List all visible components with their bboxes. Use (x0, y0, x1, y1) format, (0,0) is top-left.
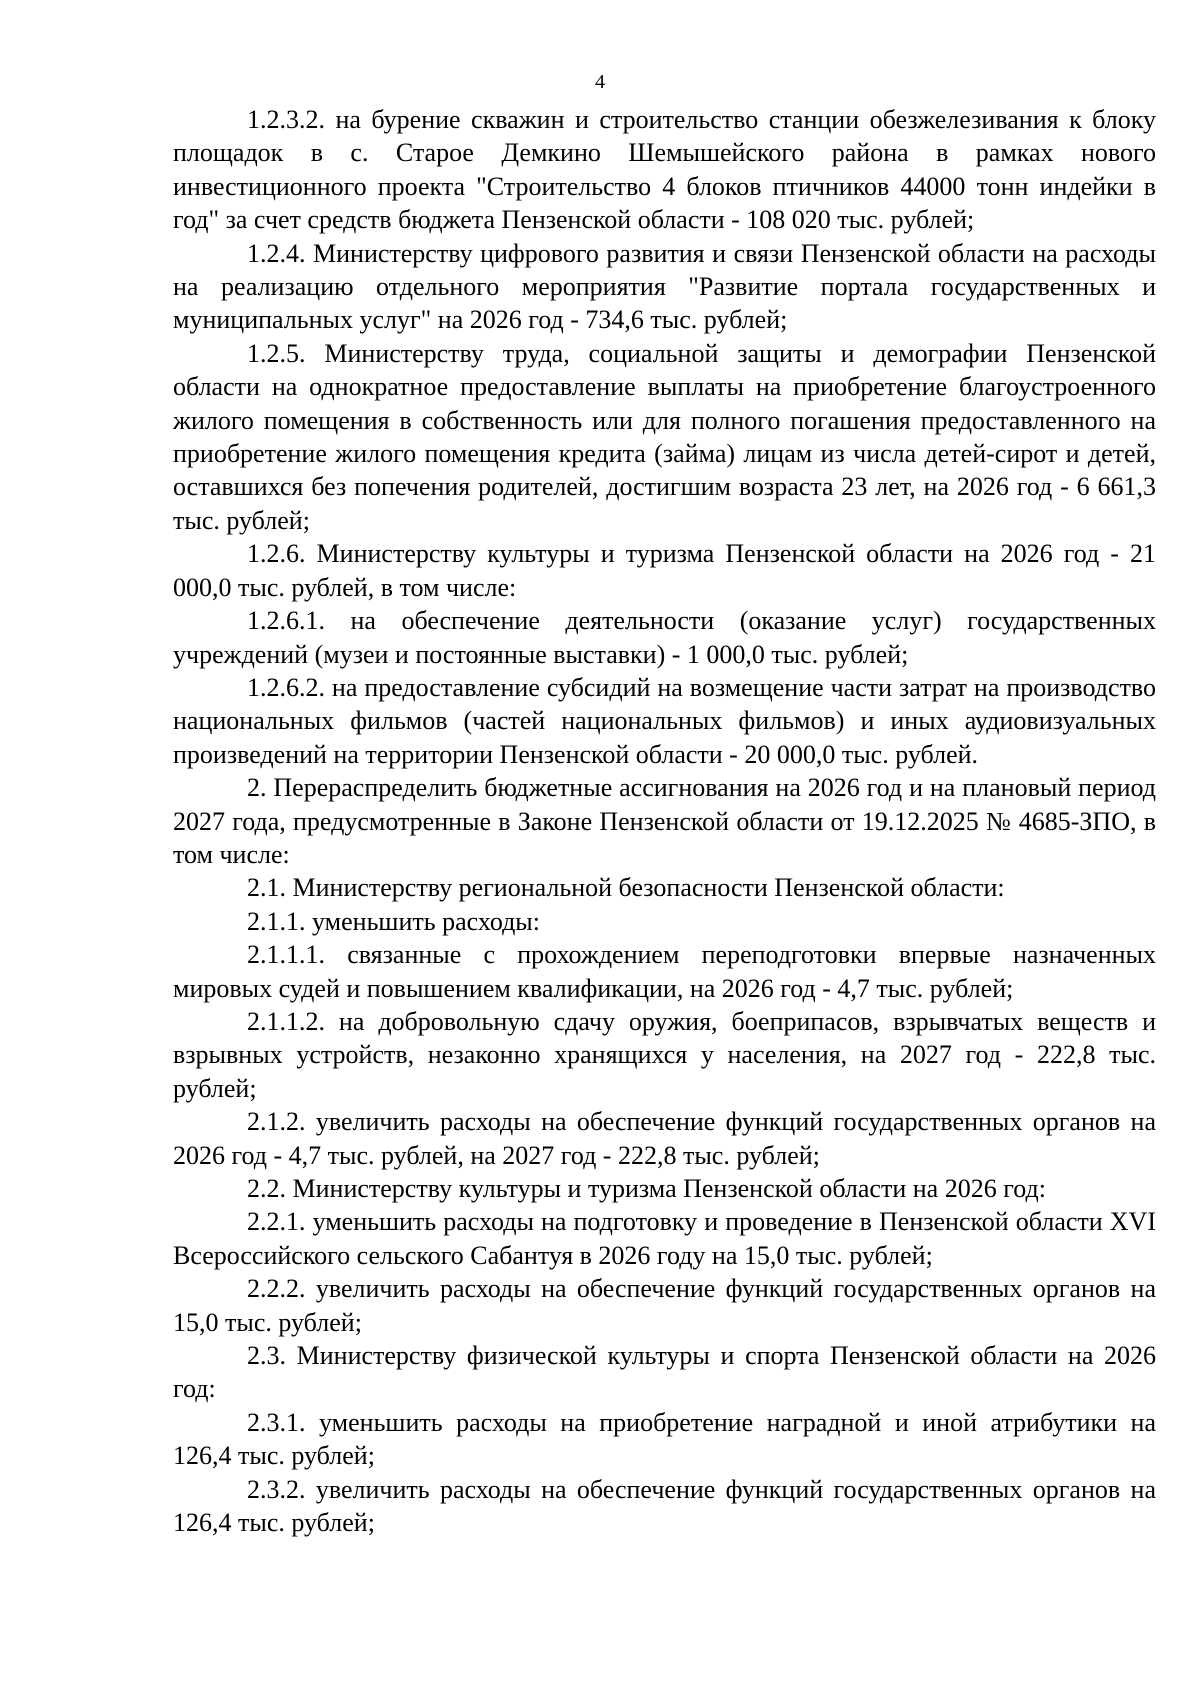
document-body (173, 103, 1156, 1539)
paragraph-2-3-1: 2.3.1. уменьшить расходы на приобретение наградной и иной атрибутики на 126,4 тыс. рублей; (173, 1407, 1156, 1471)
paragraph-2-2: 2.2. Министерству культуры и туризма Пензенской области на 2026 год: (247, 1174, 1046, 1203)
paragraph-2-1-2: 2.1.2. увеличить расходы на обеспечение функций государственных органов на 2026 год - 4,7 тыс. рублей, на 2027 год - 222,8 тыс. рублей; (173, 1107, 1156, 1170)
paragraph-2-1-1-1: 2.1.1.1. связанные с прохождением переподготовки впервые назначенных мировых судей и повышением квалификации, на 2026 год - 4,7 тыс. рублей; (173, 940, 1156, 1003)
paragraph-2-1-1: 2.1.1. уменьшить расходы: (247, 906, 540, 936)
paragraph-1-2-6-2: 1.2.6.2. на предоставление субсидий на возмещение части затрат на производство национальных фильмов (частей национальных фильмов) и иных аудиовизуальных произведений на территории Пензенской области - 20 000,0 тыс. рублей. (173, 672, 1156, 769)
page-number: 4 (595, 71, 605, 93)
paragraph-1-2-6: 1.2.6. Министерству культуры и туризма Пензенской области на 2026 год - 21 000,0 тыс. рублей, в том числе: (173, 539, 1156, 602)
paragraph-2-1-1-2: 2.1.1.2. на добровольную сдачу оружия, боеприпасов, взрывчатых веществ и взрывных устройств, незаконно хранящихся у населения, на 2027 год - 222,8 тыс. рублей; (173, 1006, 1156, 1103)
paragraph-2-2-2: 2.2.2. увеличить расходы на обеспечение функций государственных органов на 15,0 тыс. рублей; (173, 1274, 1156, 1337)
paragraph-1-2-6-1: 1.2.6.1. на обеспечение деятельности (оказание услуг) государственных учреждений (музеи и постоянные выставки) - 1 000,0 тыс. рублей; (173, 606, 1156, 669)
paragraph-1-2-5: 1.2.5. Министерству труда, социальной защиты и демографии Пензенской области на однократное предоставление выплаты на приобретение благоустроенного жилого помещения в собственность или для полного погашения предоставленного на приобретение жилого помещения кредита (займа) лицам из числа детей-сирот и детей, оставшихся без попечения родителей, достигшим возраста 23 лет, на 2026 год - 6 661,3 тыс. рублей; (173, 338, 1156, 535)
paragraph-2-1: 2.1. Министерству региональной безопасности Пензенской области: (247, 873, 1005, 903)
paragraph-2-3: 2.3. Министерству физической культуры и спорта Пензенской области на 2026 год: (173, 1341, 1156, 1404)
paragraph-2-3-2: 2.3.2. увеличить расходы на обеспечение функций государственных органов на 126,4 тыс. рублей; (173, 1474, 1156, 1538)
paragraph-1-2-4: 1.2.4. Министерству цифрового развития и связи Пензенской области на расходы на реализацию отдельного мероприятия "Развитие портала государственных и муниципальных услуг" на 2026 год - 734,6 тыс. рублей; (173, 238, 1156, 335)
paragraph-2-2-1: 2.2.1. уменьшить расходы на подготовку и проведение в Пензенской области XVI Всероссийского сельского Сабантуя в 2026 году на 15,0 тыс. рублей; (173, 1207, 1156, 1270)
paragraph-1-2-3-2: 1.2.3.2. на бурение скважин и строительство станции обезжелезивания к блоку площадок в с. Старое Демкино Шемышейского района в рамках нового инвестиционного проекта "Строительство 4 блоков птичников 44000 тонн индейки в год" за счет средств бюджета Пензенской области - 108 020 тыс. рублей; (173, 105, 1156, 235)
paragraph-2: 2. Перераспределить бюджетные ассигнования на 2026 год и на плановый период 2027 года, предусмотренные в Законе Пензенской области от 19.12.2025 № 4685-ЗПО, в том числе: (173, 773, 1156, 869)
